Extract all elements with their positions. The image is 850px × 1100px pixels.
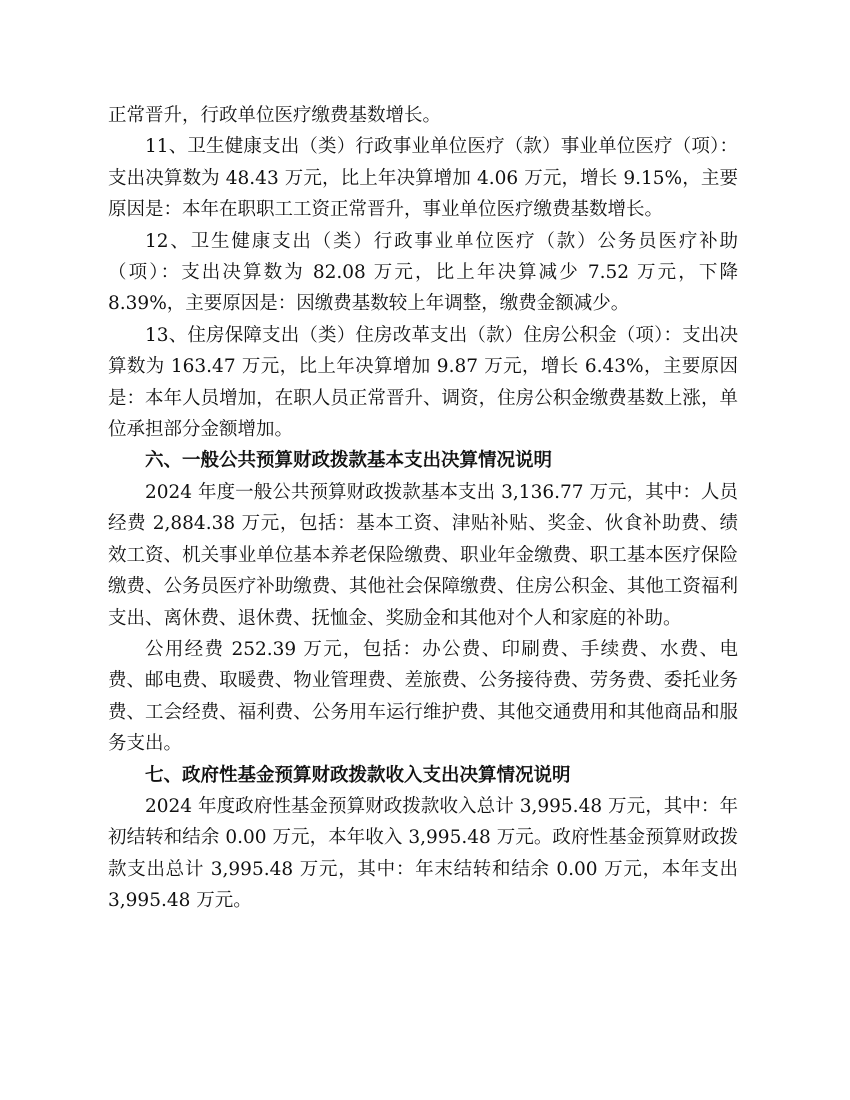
- paragraph-basic-expenditure: 2024 年度一般公共预算财政拨款基本支出 3,136.77 万元，其中：人员经费 2,884.38 万元，包括：基本工资、津贴补贴、奖金、伙食补助费、绩效工资、机关事业单位基本养老保险缴费、职业年金缴费、职工基本医疗保险缴费、公务员医疗补助缴费、其他社会保障缴费、住房公积金、其他工资福利支出、离休费、退休费、抚恤金、奖励金和其他对个人和家庭的补助。: [108, 481, 738, 629]
- section-heading-7: 七、政府性基金预算财政拨款收入支出决算情况说明: [145, 764, 571, 786]
- document-body: [108, 100, 738, 917]
- paragraph-item-13: 13、住房保障支出（类）住房改革支出（款）住房公积金（项）：支出决算数为 163.47 万元，比上年决算增加 9.87 万元，增长 6.43%，主要原因是：本年人员增加，在职人员正常晋升、调资，住房公积金缴费基数上涨，单位承担部分金额增加。: [108, 324, 738, 441]
- paragraph-item-11: 11、卫生健康支出（类）行政事业单位医疗（款）事业单位医疗（项）：支出决算数为 48.43 万元，比上年决算增加 4.06 万元，增长 9.15%，主要原因是：本年在职职工工资正常晋升，事业单位医疗缴费基数增长。: [108, 136, 738, 221]
- paragraph-government-fund: 2024 年度政府性基金预算财政拨款收入总计 3,995.48 万元，其中：年初结转和结余 0.00 万元，本年收入 3,995.48 万元。政府性基金预算财政拨款支出总计 3,995.48 万元，其中：年末结转和结余 0.00 万元，本年支出 3,995.48 万元。: [108, 795, 738, 912]
- paragraph-public-funds: 公用经费 252.39 万元，包括：办公费、印刷费、手续费、水费、电费、邮电费、取暖费、物业管理费、差旅费、公务接待费、劳务费、委托业务费、工会经费、福利费、公务用车运行维护费、其他交通费用和其他商品和服务支出。: [108, 638, 738, 755]
- paragraph-continuation: 正常晋升，行政单位医疗缴费基数增长。: [108, 105, 442, 126]
- section-heading-6: 六、一般公共预算财政拨款基本支出决算情况说明: [145, 450, 553, 472]
- paragraph-item-12: 12、卫生健康支出（类）行政事业单位医疗（款）公务员医疗补助（项）：支出决算数为 82.08 万元，比上年决算减少 7.52 万元，下降 8.39%，主要原因是：因缴费基数较上年调整，缴费金额减少。: [108, 230, 738, 315]
